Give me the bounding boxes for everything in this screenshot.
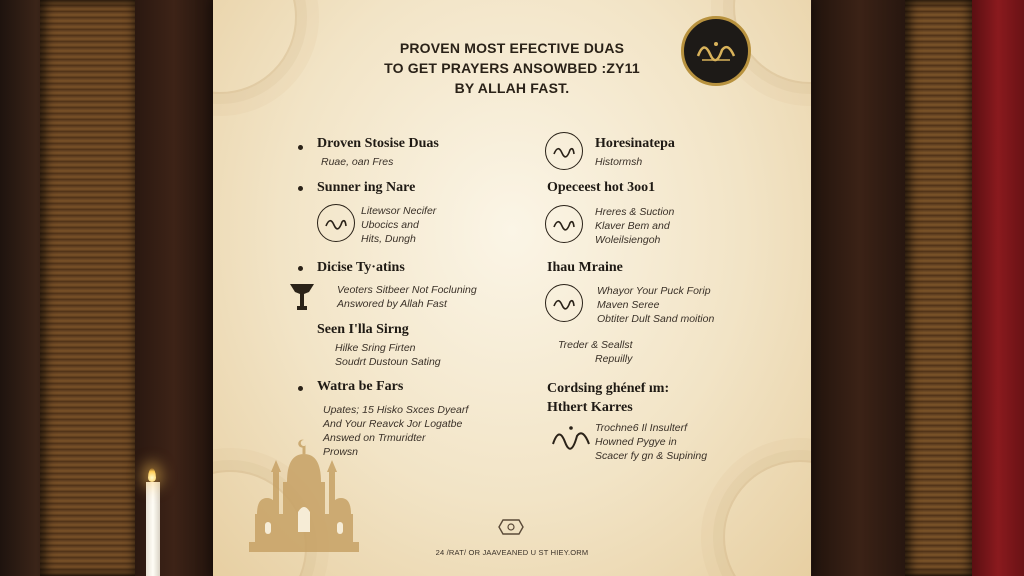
calligraphy-medal-icon — [545, 132, 583, 170]
corner-ornament-bottom-right — [723, 460, 811, 576]
left-item-4-line-2: Soudrt Dustoun Sating — [335, 356, 441, 368]
left-item-2-line-2: Ubocics and — [361, 219, 419, 231]
title-line-2: TO GET PRAYERS ANSOWBED :ZY11 — [384, 60, 640, 76]
calligraphy-medal-icon — [545, 205, 583, 243]
right-item-3-heading: Ihau Mraine — [547, 260, 623, 275]
frame-right-inner — [812, 0, 907, 576]
right-item-2-heading: Opeceest hot 3oo1 — [547, 180, 656, 195]
title-line-1: PROVEN MOST EFECTIVE DUAS — [399, 40, 625, 56]
left-item-2-heading: Sunner ing Nare — [317, 180, 416, 195]
left-item-5-line-4: Prowsn — [323, 446, 359, 458]
footer-text: 24 /RAT/ OR JAAVEANED U ST HIEY.ORM — [435, 548, 589, 557]
calligraphy-seal-icon — [681, 16, 751, 86]
title-line-3: BY ALLAH FAST. — [454, 80, 570, 96]
calligraphy-icon — [551, 420, 591, 454]
bullet-icon — [298, 145, 303, 150]
right-item-2-line-1: Hreres & Suction — [595, 206, 675, 218]
left-item-4-line-1: Hilke Sring Firten — [335, 342, 416, 354]
right-item-2-line-3: Woleilsiengoh — [595, 234, 661, 246]
wall-right — [972, 0, 1024, 576]
right-item-5-line-1: Trochne6 Il Insulterf — [595, 422, 688, 434]
right-item-3-line-1: Whayor Your Puck Forip — [597, 285, 711, 297]
left-item-5-line-3: Answed on Trmuridter — [323, 432, 426, 444]
right-item-2-line-2: Klaver Bem and — [595, 220, 670, 232]
right-item-5-line-3: Scacer fy gn & Supining — [595, 450, 708, 462]
left-item-4-heading: Seen I'lla Sirng — [317, 322, 409, 337]
left-item-5-line-1: Upates; 15 Hisko Sxces Dyearf — [323, 404, 469, 416]
trophy-icon — [287, 280, 317, 314]
left-item-3-line-1: Veoters Sitbeer Not Focluning — [337, 284, 477, 296]
frame-right — [905, 0, 975, 576]
left-item-2-line-3: Hits, Dungh — [361, 233, 416, 245]
bullet-icon — [298, 266, 303, 271]
candle-flame — [148, 468, 156, 482]
bullet-icon — [298, 386, 303, 391]
left-item-1-heading: Droven Stosise Duas — [317, 136, 439, 151]
right-item-5-heading: Cordsing ghénef ım: — [547, 381, 670, 396]
calligraphy-medal-icon — [317, 204, 355, 242]
right-item-5-line-2: Howned Pygye in — [595, 436, 677, 448]
calligraphy-medal-icon — [545, 284, 583, 322]
left-item-5-line-2: And Your Reavck Jor Logatbe — [323, 418, 463, 430]
left-item-5-heading: Watra be Fars — [317, 379, 404, 394]
right-item-1-heading: Horesinatepa — [595, 136, 675, 151]
left-item-1-line-1: Ruae, oan Fres — [321, 156, 394, 168]
left-item-3-line-2: Answored by Allah Fast — [337, 298, 447, 310]
mosque-icon — [249, 432, 359, 562]
right-item-4-line-2: Repuilly — [595, 353, 633, 365]
bullet-icon — [298, 186, 303, 191]
right-item-4-line-1: Treder & Seallst — [558, 339, 633, 351]
left-item-3-heading: Dicise Ty·atins — [317, 260, 405, 275]
right-item-5-heading-2: Hthert Karres — [547, 400, 633, 415]
ornament-icon — [497, 516, 525, 538]
frame-left — [40, 0, 140, 576]
left-item-2-line-1: Litewsor Necifer — [361, 205, 437, 217]
right-item-3-line-2: Maven Seree — [597, 299, 660, 311]
poster — [213, 0, 811, 576]
candle-icon — [146, 482, 160, 576]
right-item-1-line-1: Histormsh — [595, 156, 643, 168]
right-item-3-line-3: Obtiter Dult Sand moition — [597, 313, 715, 325]
